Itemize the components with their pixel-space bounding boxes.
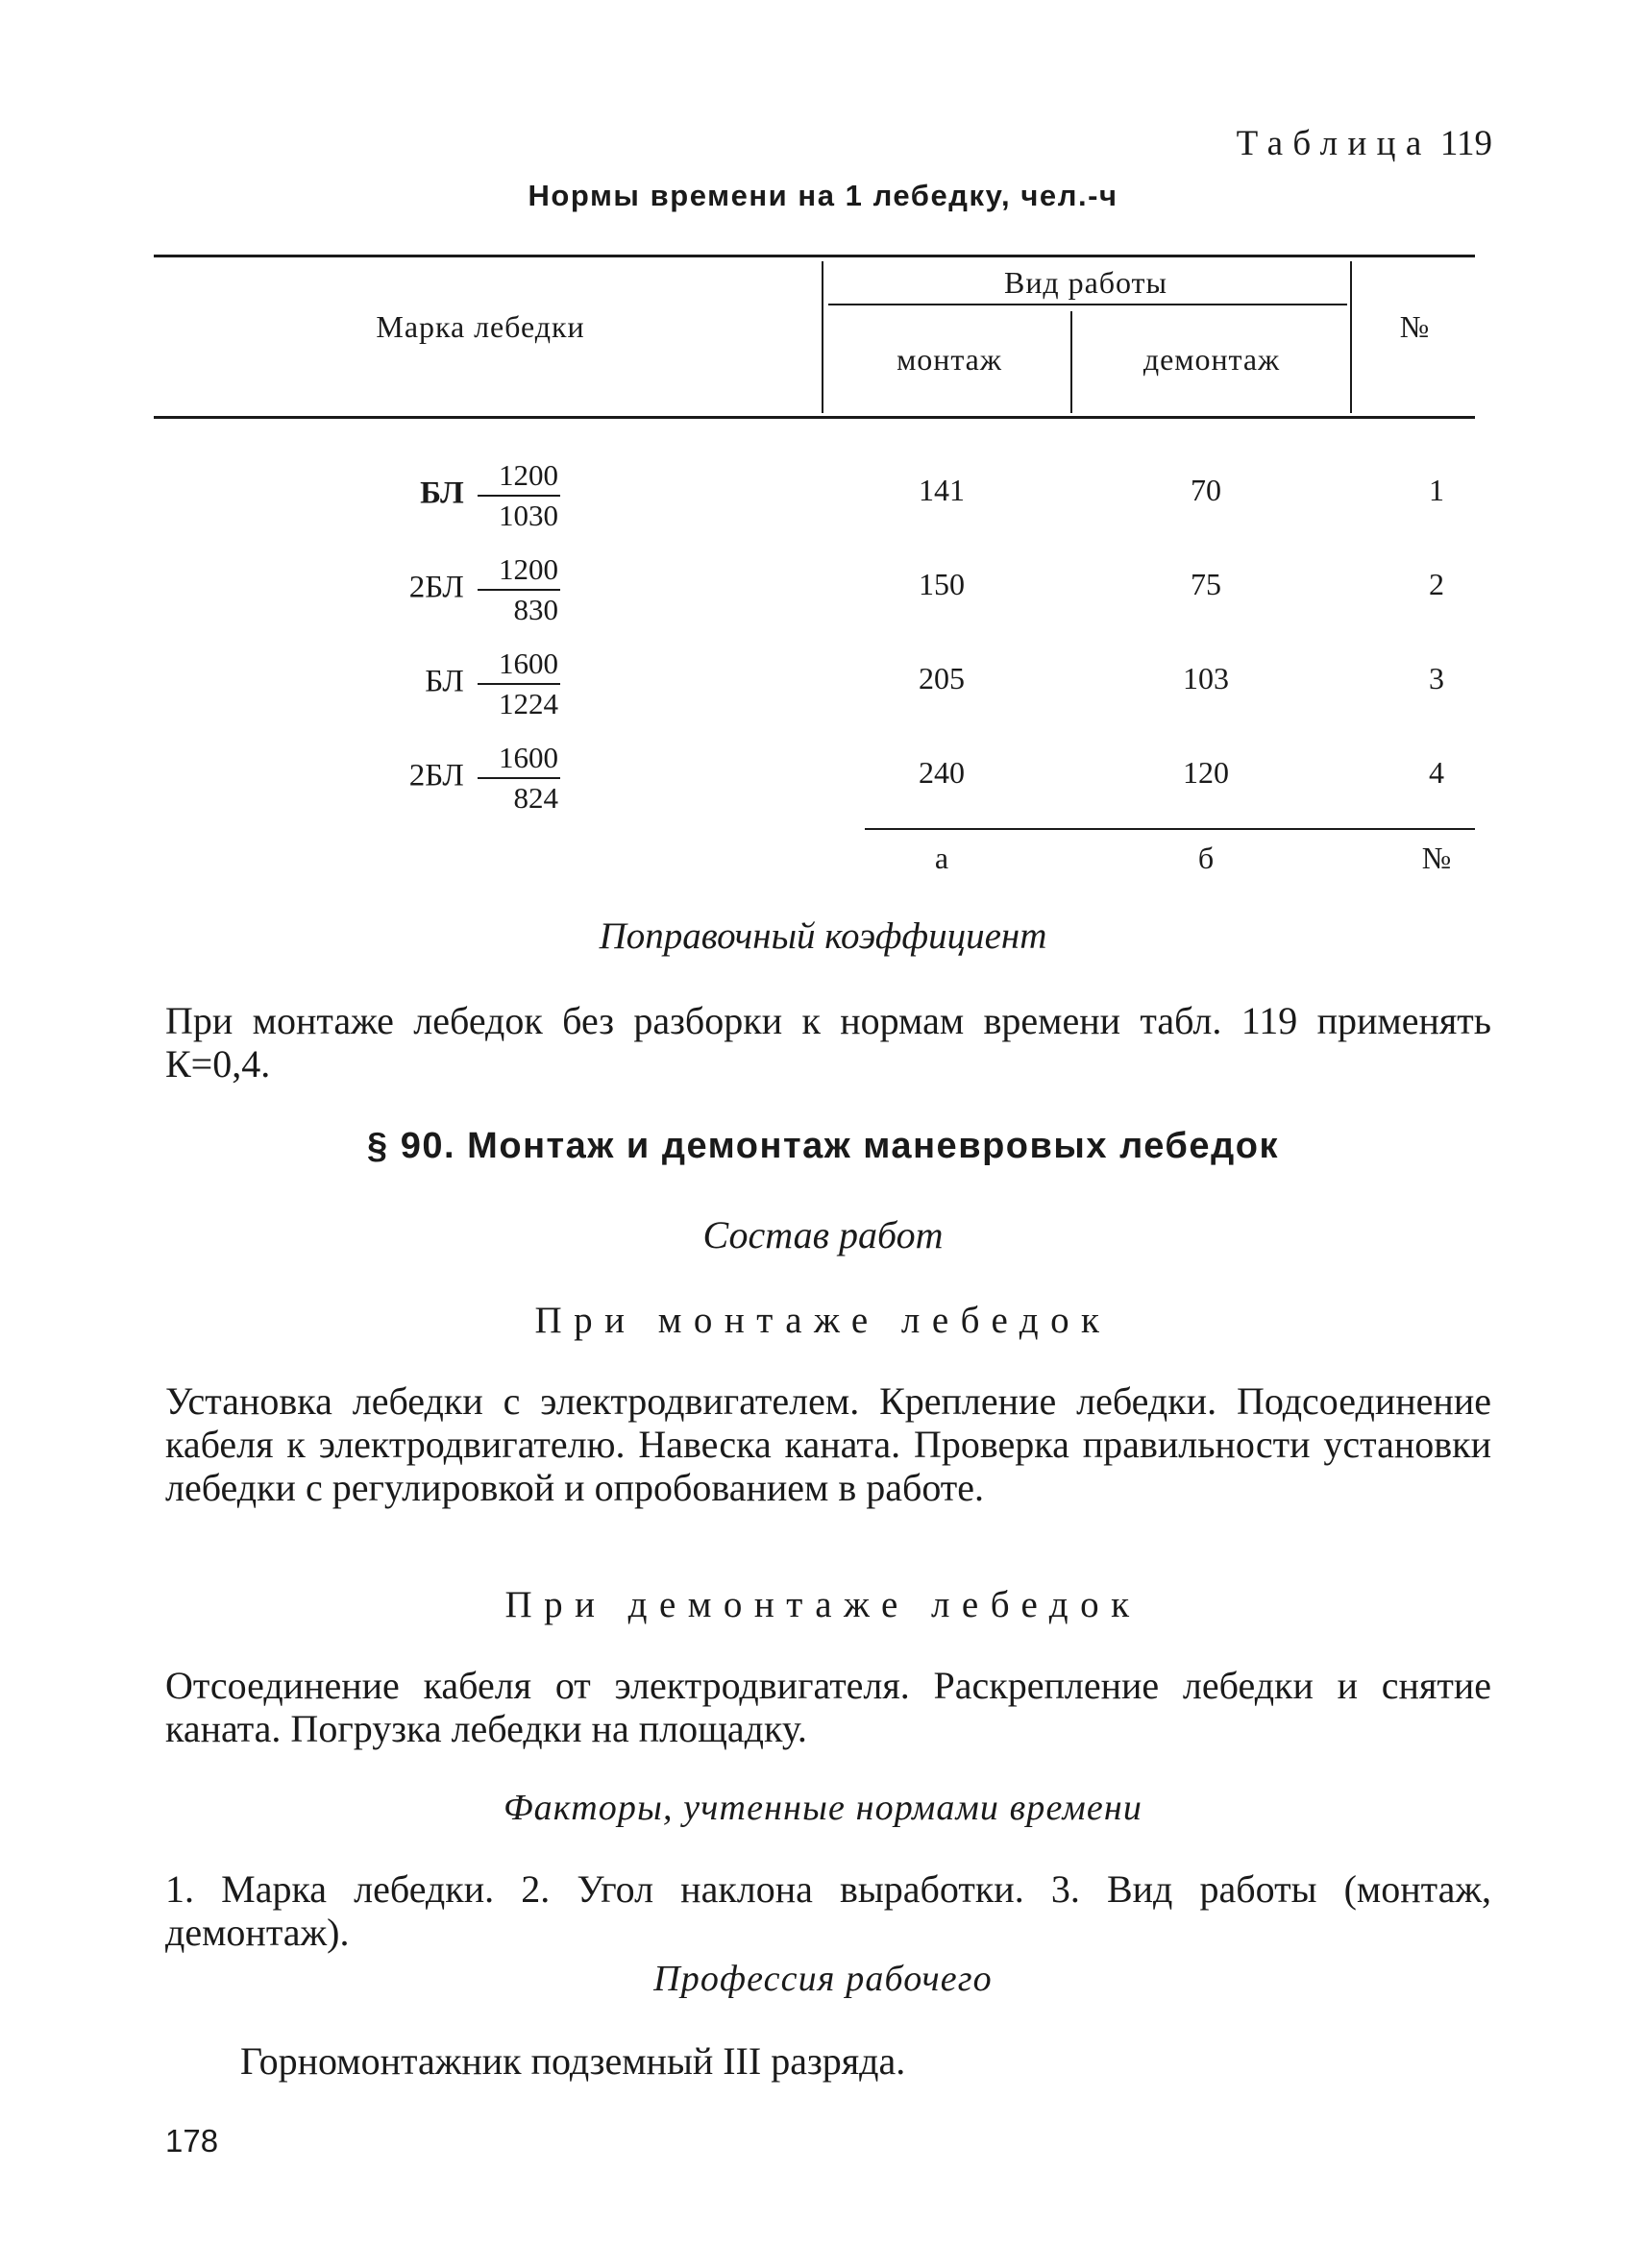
- header-dismounting: демонтаж: [1142, 342, 1281, 377]
- table-row-3-mount: 205: [919, 661, 965, 695]
- table-row-4-brand: 2БЛ $\frac{1600}{824}$: [408, 741, 558, 816]
- table-row-2-brand: 2БЛ $\frac{1200}{830}$: [408, 552, 558, 627]
- mounting-heading: При монтаже лебедок: [534, 1300, 1112, 1341]
- table-title: Нормы времени на 1 лебедку, чел.-ч: [528, 179, 1118, 212]
- page-number: 178: [165, 2123, 219, 2158]
- table-footer-b: б: [1197, 841, 1215, 875]
- table-row-1-number: 1: [1429, 473, 1444, 507]
- factors-text: 1. Марка лебедки. 2. Угол наклона выработки. 3. Вид работы (монтаж, демонтаж).: [165, 1867, 1491, 1954]
- table-footer-a: а: [934, 841, 949, 875]
- table-top-rule: [154, 255, 1475, 257]
- mounting-text: Установка лебедки с электродвигателем. Крепление лебедки. Подсоединение кабеля к электродвигателю. Навеска каната. Проверка правильности установки лебедки с регулировкой и опробованием в работе.: [165, 1379, 1491, 1509]
- header-divider-right: [1350, 261, 1352, 413]
- header-mounting: монтаж: [897, 342, 1002, 377]
- table-row-4-number: 4: [1429, 755, 1444, 790]
- table-footer-number: №: [1421, 841, 1452, 875]
- correction-heading: Поправочный коэффициент: [599, 915, 1047, 957]
- dismounting-heading: При демонтаже лебедок: [504, 1584, 1142, 1625]
- table-row-3-number: 3: [1429, 661, 1444, 695]
- header-work-type: Вид работы: [1004, 265, 1167, 300]
- header-work-type-rule: [828, 304, 1347, 305]
- table-row-4-dismount: 120: [1183, 755, 1229, 790]
- brand-fraction: $\frac{1600}{1224}$: [478, 647, 560, 720]
- dismounting-text: Отсоединение кабеля от электродвигателя. Раскрепление лебедки и снятие каната. Погрузка лебедки на площадку.: [165, 1664, 1491, 1750]
- table-row-3-brand: БЛ $\frac{1600}{1224}$: [425, 646, 558, 721]
- table-row-2-dismount: 75: [1191, 567, 1221, 601]
- table-label-number: 119: [1439, 124, 1492, 163]
- header-brand: Марка лебедки: [376, 309, 585, 344]
- norms-table: [0, 0, 1646, 922]
- profession-text: Горномонтажник подземный III разряда.: [240, 2039, 906, 2083]
- header-divider-left: [822, 261, 823, 413]
- section-title: § 90. Монтаж и демонтаж маневровых лебедок: [366, 1126, 1279, 1166]
- table-label-word: Таблица: [1236, 124, 1432, 163]
- header-divider-middle: [1070, 311, 1072, 413]
- table-row-2-mount: 150: [919, 567, 965, 601]
- table-row-1-mount: 141: [919, 473, 965, 507]
- table-row-2-number: 2: [1429, 567, 1444, 601]
- factors-heading: Факторы, учтенные нормами времени: [503, 1788, 1143, 1828]
- brand-fraction: $\frac{1200}{1030}$: [478, 459, 560, 532]
- table-row-1-dismount: 70: [1191, 473, 1221, 507]
- brand-fraction: $\frac{1600}{824}$: [478, 742, 560, 815]
- correction-text: При монтаже лебедок без разборки к нормам времени табл. 119 применять К=0,4.: [165, 999, 1491, 1085]
- header-bottom-rule: [154, 416, 1475, 419]
- profession-heading: Профессия рабочего: [653, 1959, 993, 1999]
- table-footer-rule: [865, 828, 1475, 830]
- table-row-4-mount: 240: [919, 755, 965, 790]
- table-row-3-dismount: 103: [1183, 661, 1229, 695]
- brand-fraction: $\frac{1200}{830}$: [478, 553, 560, 626]
- header-number: №: [1399, 309, 1431, 344]
- composition-heading: Состав работ: [702, 1213, 944, 1256]
- table-row-1-brand: БЛ $\frac{1200}{1030}$: [420, 458, 558, 533]
